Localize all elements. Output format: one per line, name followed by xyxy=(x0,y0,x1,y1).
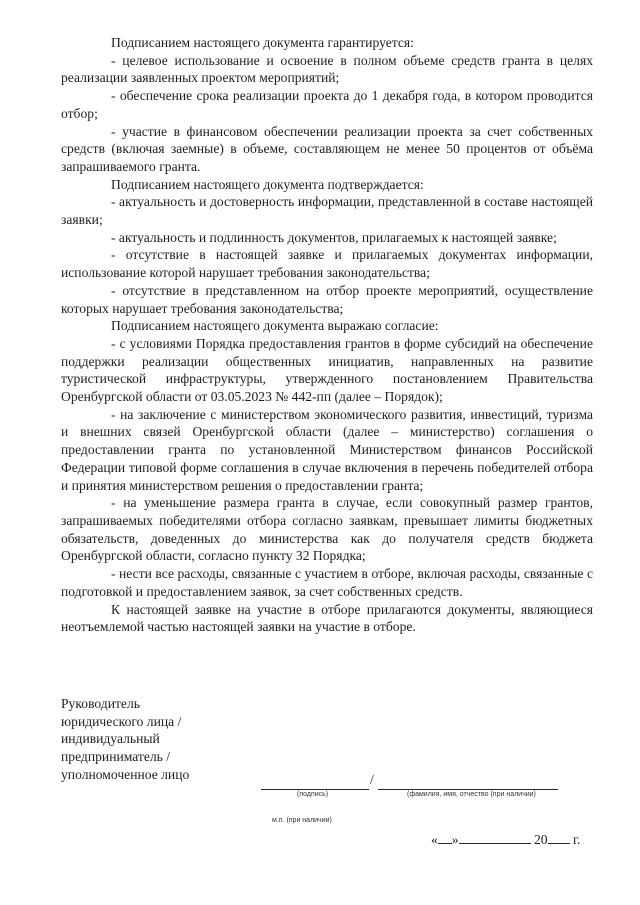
paragraph: - отсутствие в настоящей заявке и прилагаемых документах информации, использование которой нарушает требования законодательства; xyxy=(61,247,593,281)
signatory-label xyxy=(61,695,231,784)
paragraph: - отсутствие в представленном на отбор проекте мероприятий, осуществление которых нарушает требования законодательства; xyxy=(61,282,593,316)
paragraph: - участие в финансовом обеспечении реализации проекта за счет собственных средств (включая заемные) в объеме, составляющем не менее 50 процентов от объёма запрашиваемого гранта. xyxy=(61,123,593,174)
date-open-quote: « xyxy=(431,832,438,847)
year-suffix: г. xyxy=(573,832,581,847)
stamp-caption: м.п. (при наличии) xyxy=(272,817,332,824)
signatory-line: предприниматель / xyxy=(61,749,171,765)
paragraph: - нести все расходы, связанные с участием в отборе, включая расходы, связанные с подготовкой и предоставлением заявок, за счет собственных средств. xyxy=(61,566,593,599)
paragraph: - обеспечение срока реализации проекта до 1 декабря года, в котором проводится отбор; xyxy=(61,88,593,121)
signature-line xyxy=(261,789,369,790)
day-blank xyxy=(438,831,452,844)
paragraph: Подписанием настоящего документа гарантируется: xyxy=(111,35,414,50)
date-field xyxy=(431,831,580,848)
paragraph: К настоящей заявке на участие в отборе прилагаются документы, являющиеся неотъемлемой частью настоящей заявки на участие в отборе. xyxy=(61,601,593,635)
date-close-quote: » xyxy=(451,832,459,847)
year-prefix: 20 xyxy=(534,832,548,847)
paragraph: - актуальность и достоверность информации, представленной в составе настоящей заявки; xyxy=(61,194,593,228)
signatory-line: юридического лица / xyxy=(61,713,182,729)
paragraph: - с условиями Порядка предоставления грантов в форме субсидий на обеспечение поддержки реализации общественных инициатив, направленных на развитие туристической инфраструктуры, утвержденного постановлением Правительства Оренбургской области от 03.05.2023 № 442-пп (далее – Порядок); xyxy=(61,335,593,405)
full-name-line xyxy=(378,789,558,790)
paragraph: - на уменьшение размера гранта в случае, если совокупный размер грантов, запрашиваемых победителями отбора согласно заявкам, превышает лимиты бюджетных обязательств, доведенных до министерства как до получателя средств бюджета Оренбургской области, согласно пункту 32 Порядка; xyxy=(61,495,593,564)
paragraph: - актуальность и подлинность документов, прилагаемых к настоящей заявке; xyxy=(111,229,557,245)
signature-separator: / xyxy=(370,772,374,787)
paragraph: - целевое использование и освоение в полном объеме средств гранта в целях реализации заявленных проектом мероприятий; xyxy=(61,52,593,86)
year-blank xyxy=(548,831,570,844)
month-blank xyxy=(459,831,531,844)
signature-caption: (подпись) xyxy=(297,791,329,798)
paragraph: Подписанием настоящего документа выражаю согласие: xyxy=(111,318,439,334)
paragraph: - на заключение с министерством экономического развития, инвестиций, туризма и внешних связей Оренбургской области (далее – министерство) соглашения о предоставлении гранта по установленной Министерством финансов Российской Федерации типовой форме соглашения в случае включения в перечень победителей отбора и принятия министерством решения о предоставлении гранта; xyxy=(61,406,593,493)
signatory-line: индивидуальный xyxy=(61,731,160,747)
document-body xyxy=(61,34,593,636)
signatory-line: Руководитель xyxy=(61,696,140,711)
full-name-caption: (фамилия, имя, отчество (при наличии) xyxy=(407,791,536,798)
signatory-line: уполномоченное лицо xyxy=(61,766,190,782)
paragraph: Подписанием настоящего документа подтверждается: xyxy=(111,176,424,192)
